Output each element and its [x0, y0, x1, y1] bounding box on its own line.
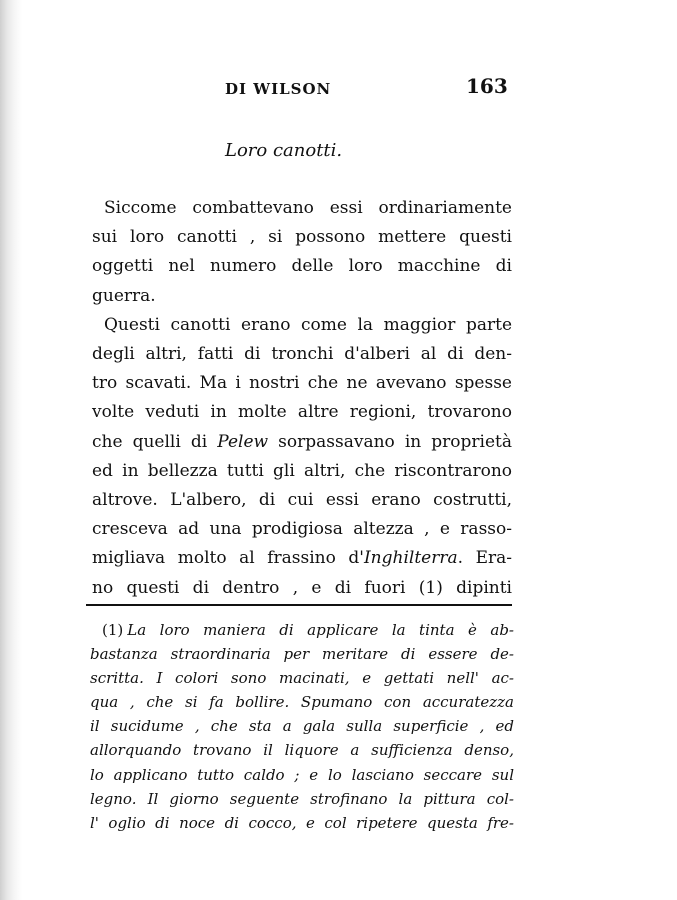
body-line: altrove. L'albero, di cui essi erano costrutti, [92, 490, 512, 511]
footnote-line: lo applicano tutto caldo ; e lo lasciano seccare sul [90, 765, 514, 784]
footnote-line-text: La loro maniera di applicare la tinta è ab- [127, 621, 514, 639]
body-line: ed in bellezza tutti gli altri, che riscontrarono [92, 460, 512, 481]
body-line: degli altri, fatti di tronchi d'alberi al di den- [92, 344, 512, 365]
body-line-text: . Era- [457, 548, 512, 569]
footnote-line: allorquando trovano il liquore a sufficienza denso, [90, 741, 514, 760]
page-binding-edge [0, 0, 22, 900]
body-text [92, 194, 512, 603]
footnote-line: legno. Il giorno seguente strofinano la pittura col- [90, 789, 514, 808]
body-line [92, 544, 512, 573]
footnote-line: qua , che si fa bollire. Spumano con accuratezza [90, 693, 514, 712]
footnote-line: il sucidume , che sta a gala sulla superficie , ed [90, 717, 514, 736]
place-name-pelew: Pelew [217, 431, 269, 452]
place-name-inghilterra: Inghilterra [363, 548, 458, 569]
footnote-rule [86, 604, 512, 606]
body-line: Siccome combattevano essi ordinariamente [104, 198, 512, 218]
footnote-line: l' oglio di noce di cocco, e col ripetere questa fre- [90, 813, 514, 832]
body-line: volte veduti in molte altre regioni, trovarono [92, 402, 512, 423]
body-line-text: che quelli di [92, 431, 208, 452]
body-line: sui loro canotti , si possono mettere questi [92, 227, 512, 248]
footnote-marker: (1) [102, 621, 124, 639]
footnote-line: scritta. I colori sono macinati, e gettati nell' ac- [90, 669, 514, 688]
body-line: cresceva ad una prodigiosa altezza , e rasso- [92, 519, 512, 540]
body-line: oggetti nel numero delle loro macchine di [92, 256, 512, 277]
body-line: Questi canotti erano come la maggior parte [104, 314, 512, 335]
running-head: DI WILSON [225, 80, 332, 98]
body-line: tro scavati. Ma i nostri che ne avevano spesse [92, 373, 512, 394]
body-line [92, 428, 512, 457]
footnote [90, 618, 514, 835]
page-number: 163 [466, 74, 508, 98]
body-line-text: sorpassavano in proprietà [278, 431, 513, 452]
footnote-line: bastanza straordinaria per meritare di essere de- [90, 645, 514, 664]
footnote-line [90, 618, 514, 642]
section-title: Loro canotti. [225, 140, 343, 161]
body-line: guerra. [92, 285, 156, 306]
body-line: no questi di dentro , e di fuori (1) dipinti [92, 577, 512, 598]
body-line-text: migliava molto al frassino d' [92, 548, 364, 569]
